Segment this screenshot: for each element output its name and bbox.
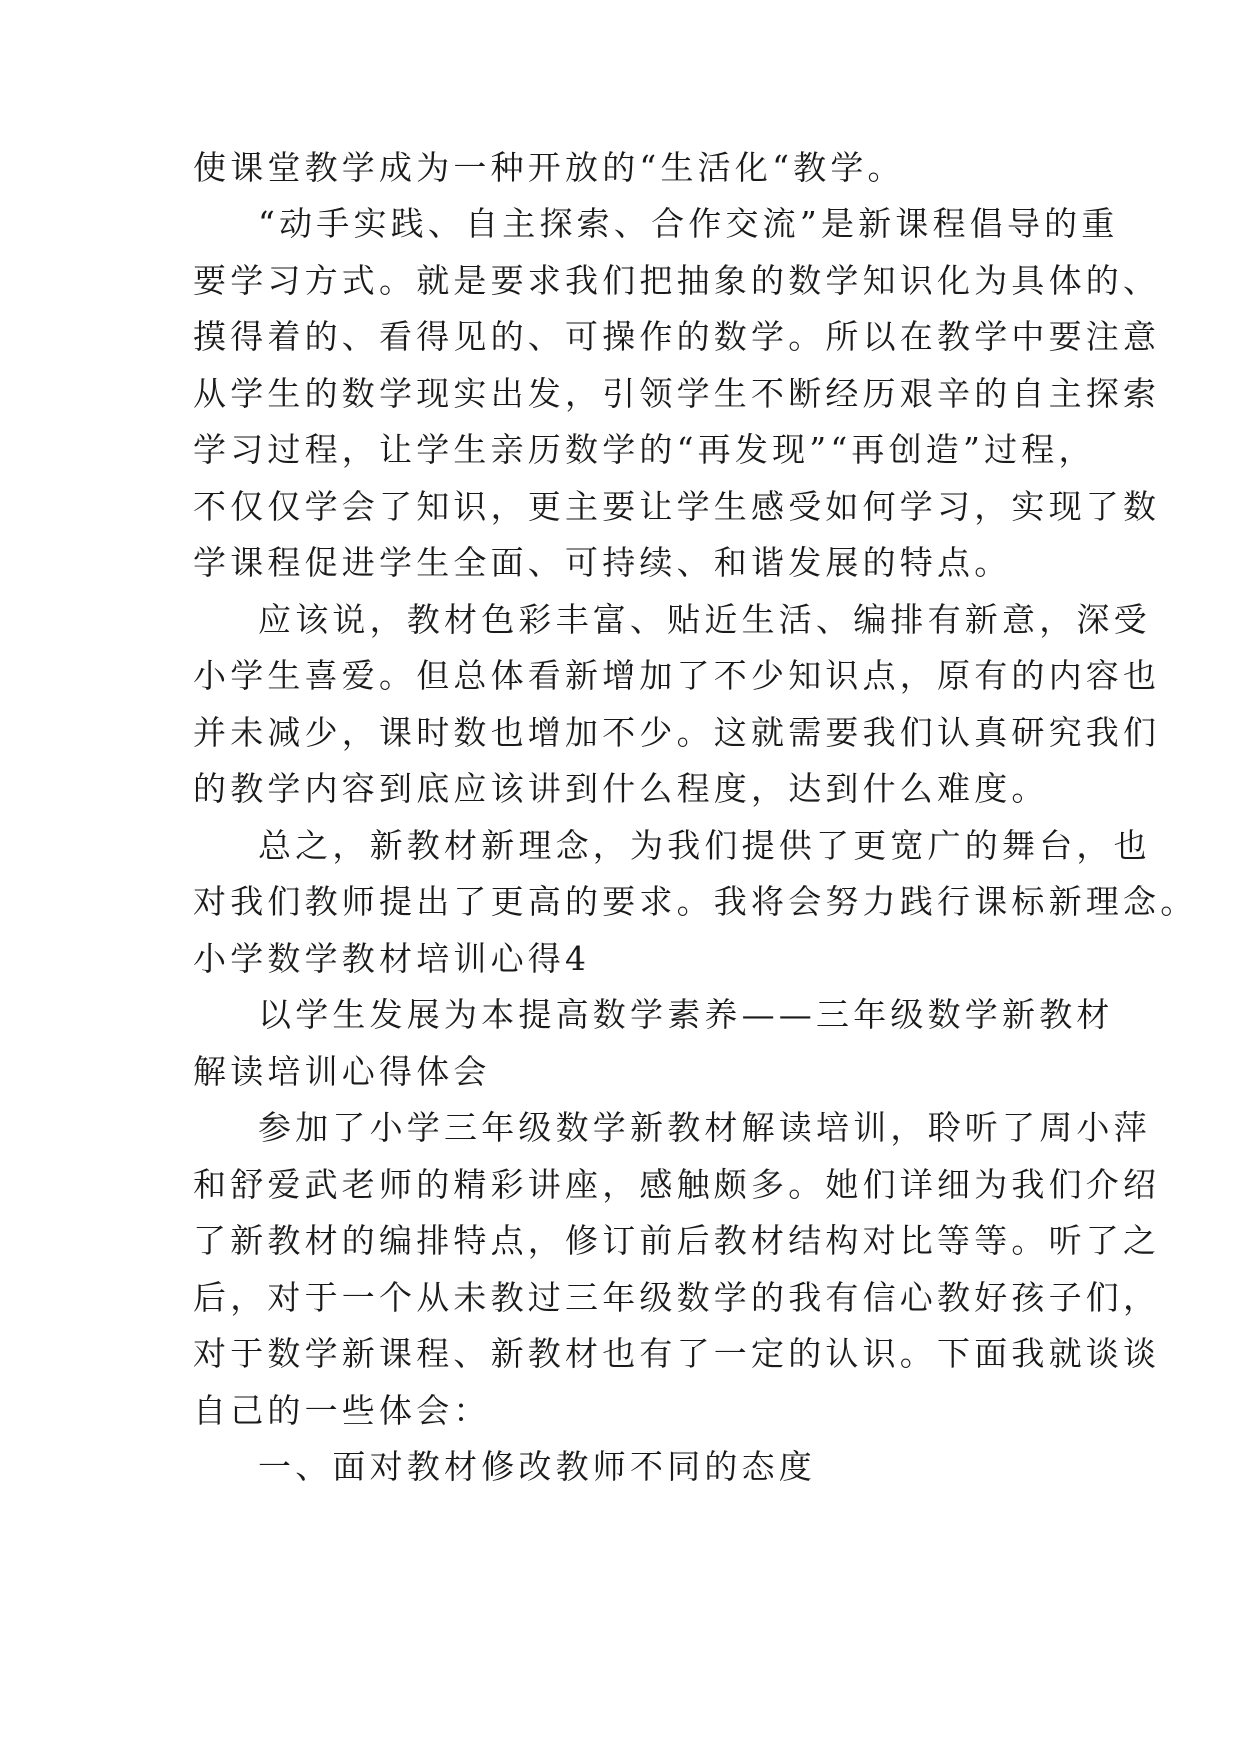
article-title-line: 以学生发展为本提高数学素养——三年级数学新教材 xyxy=(258,995,1114,1034)
text-line: 学课程促进学生全面、可持续、和谐发展的特点。 xyxy=(193,543,1012,582)
text-line: 小学生喜爱。但总体看新增加了不少知识点，原有的内容也 xyxy=(193,656,1161,695)
text-line: 和舒爱武老师的精彩讲座，感触颇多。她们详细为我们介绍 xyxy=(193,1165,1161,1204)
paragraph-start-line: 应该说，教材色彩丰富、贴近生活、编排有新意，深受 xyxy=(258,600,1151,639)
paragraph-start-line: 参加了小学三年级数学新教材解读培训，聆听了周小萍 xyxy=(258,1108,1151,1147)
paragraph-start-line: “动手实践、自主探索、合作交流”是新课程倡导的重 xyxy=(258,204,1119,243)
section-heading: 小学数学教材培训心得4 xyxy=(193,939,591,978)
text-line: 从学生的数学现实出发，引领学生不断经历艰辛的自主探索 xyxy=(193,374,1161,413)
article-title-line: 解读培训心得体会 xyxy=(193,1052,491,1091)
text-line: 后，对于一个从未教过三年级数学的我有信心教好孩子们， xyxy=(193,1278,1161,1317)
text-line: 学习过程，让学生亲历数学的“再发现”“再创造”过程， xyxy=(193,430,1096,469)
text-line: 使课堂教学成为一种开放的“生活化“教学。 xyxy=(193,148,905,187)
text-line: 的教学内容到底应该讲到什么程度，达到什么难度。 xyxy=(193,769,1049,808)
subheading-line: 一、面对教材修改教师不同的态度 xyxy=(258,1447,816,1486)
text-line: 自己的一些体会： xyxy=(193,1391,491,1430)
text-line: 不仅仅学会了知识，更主要让学生感受如何学习，实现了数 xyxy=(193,487,1161,526)
text-line: 摸得着的、看得见的、可操作的数学。所以在教学中要注意 xyxy=(193,317,1161,356)
text-line: 要学习方式。就是要求我们把抽象的数学知识化为具体的、 xyxy=(193,261,1161,300)
text-line: 并未减少，课时数也增加不少。这就需要我们认真研究我们 xyxy=(193,713,1161,752)
text-line: 了新教材的编排特点，修订前后教材结构对比等等。听了之 xyxy=(193,1221,1161,1260)
text-line: 对于数学新课程、新教材也有了一定的认识。下面我就谈谈 xyxy=(193,1334,1161,1373)
paragraph-start-line: 总之，新教材新理念，为我们提供了更宽广的舞台，也 xyxy=(258,826,1151,865)
text-line: 对我们教师提出了更高的要求。我将会努力践行课标新理念。 xyxy=(193,882,1198,921)
